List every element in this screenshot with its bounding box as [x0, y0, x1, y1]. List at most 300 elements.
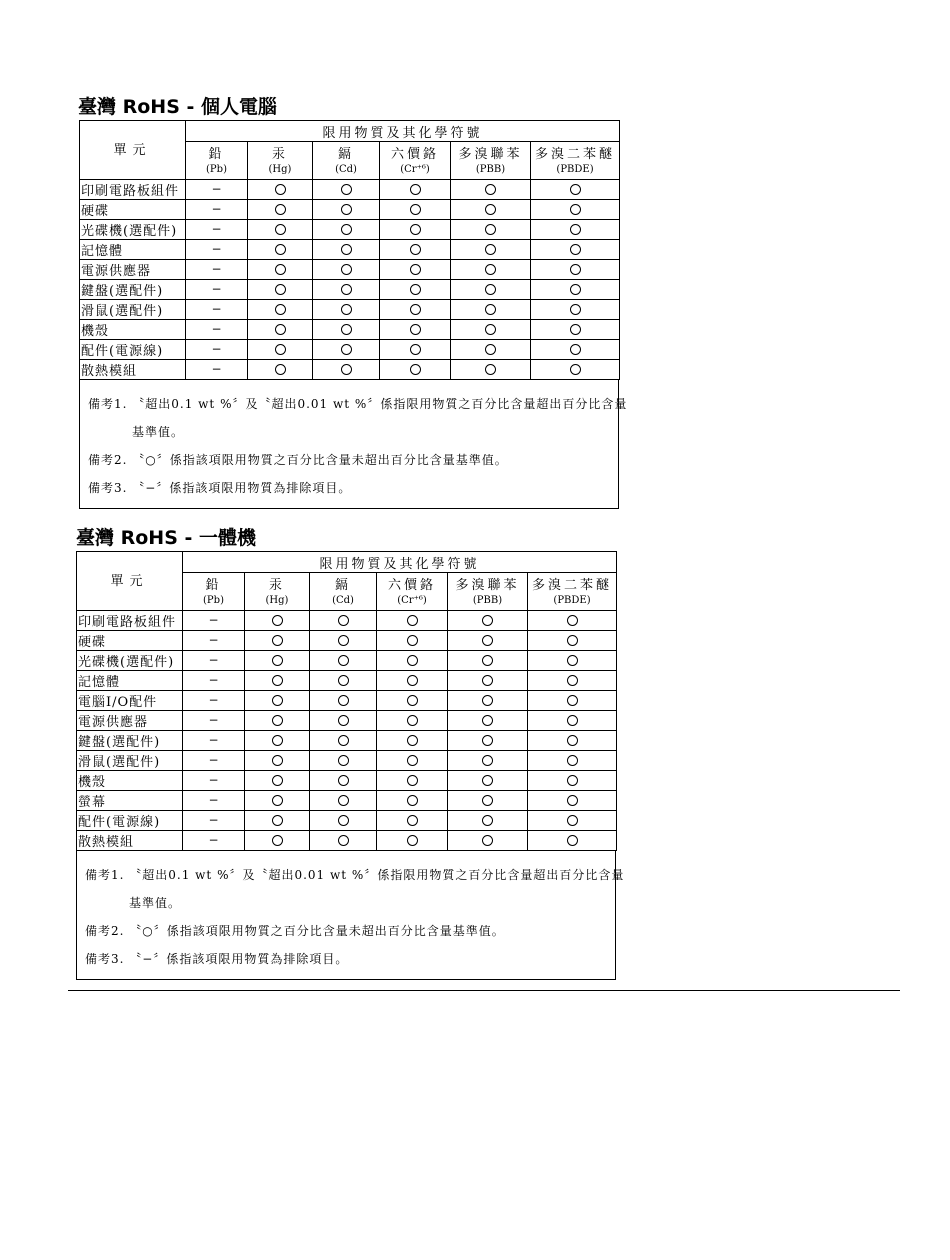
circle-mark-icon: [482, 835, 493, 846]
mark-cell: [531, 180, 620, 200]
circle-mark-icon: [338, 815, 349, 826]
mark-cell: [313, 220, 380, 240]
table-row: [77, 731, 617, 751]
unit-name: 配件(電源線): [80, 340, 186, 360]
circle-mark-icon: [410, 184, 421, 195]
circle-mark-icon: [567, 655, 578, 666]
circle-mark-icon: [485, 324, 496, 335]
mark-cell: [451, 340, 531, 360]
circle-mark-icon: [407, 715, 418, 726]
table-row: [80, 300, 620, 320]
mark-cell: [377, 691, 448, 711]
circle-mark-icon: [485, 344, 496, 355]
mark-cell: [380, 180, 451, 200]
mark-cell: [377, 671, 448, 691]
circle-mark-icon: [341, 324, 352, 335]
dash-mark: −: [208, 613, 219, 627]
circle-mark-icon: [485, 184, 496, 195]
dash-mark: −: [211, 182, 222, 196]
table-row: [77, 631, 617, 651]
mark-cell: [310, 731, 377, 751]
mark-cell: [528, 691, 617, 711]
page-divider: [68, 990, 900, 991]
table-row: [77, 691, 617, 711]
circle-mark-icon: [410, 204, 421, 215]
mark-cell: [310, 791, 377, 811]
circle-mark-icon: [275, 224, 286, 235]
circle-mark-icon: [570, 284, 581, 295]
circle-mark-icon: [567, 755, 578, 766]
circle-mark-icon: [272, 655, 283, 666]
substance-header: [380, 142, 451, 180]
table-header-row: [80, 121, 620, 142]
mark-cell: [377, 651, 448, 671]
table-row: [80, 340, 620, 360]
circle-mark-icon: [567, 695, 578, 706]
substance-name: 鎘: [337, 147, 354, 162]
mark-cell: [310, 691, 377, 711]
mark-cell: [451, 240, 531, 260]
mark-cell: [380, 280, 451, 300]
dash-mark: −: [211, 342, 222, 356]
section-title-pc: 臺灣 RoHS - 個人電腦: [78, 96, 277, 118]
substance-name: 鎘: [334, 578, 351, 593]
mark-cell: [183, 711, 245, 731]
unit-name: 光碟機(選配件): [80, 220, 186, 240]
mark-cell: [186, 360, 248, 380]
substance-header: [186, 142, 248, 180]
circle-mark-icon: [570, 184, 581, 195]
unit-column-header: 單元: [77, 552, 183, 611]
circle-mark-icon: [482, 695, 493, 706]
mark-cell: [451, 320, 531, 340]
rohs-table: [79, 120, 620, 380]
circle-mark-icon: [570, 304, 581, 315]
mark-cell: [451, 260, 531, 280]
circle-mark-icon: [570, 264, 581, 275]
mark-cell: [310, 611, 377, 631]
mark-cell: [310, 651, 377, 671]
mark-cell: [448, 671, 528, 691]
mark-cell: [186, 320, 248, 340]
substance-symbol: (Cr⁺⁶): [397, 595, 427, 606]
rohs-table: [76, 551, 617, 851]
substance-symbol: (Hg): [265, 595, 289, 606]
table-row: [80, 360, 620, 380]
substance-name: 六價鉻: [387, 578, 436, 593]
circle-mark-icon: [567, 675, 578, 686]
substance-name: 多溴二苯醚: [532, 578, 613, 593]
mark-cell: [186, 240, 248, 260]
circle-mark-icon: [407, 775, 418, 786]
circle-mark-icon: [272, 675, 283, 686]
mark-cell: [245, 811, 310, 831]
mark-cell: [248, 220, 313, 240]
circle-mark-icon: [570, 244, 581, 255]
mark-cell: [313, 180, 380, 200]
table-row: [77, 771, 617, 791]
mark-cell: [248, 360, 313, 380]
circle-mark-icon: [338, 615, 349, 626]
circle-mark-icon: [272, 795, 283, 806]
substance-header: [310, 573, 377, 611]
mark-cell: [313, 260, 380, 280]
circle-mark-icon: [407, 735, 418, 746]
circle-mark-icon: [570, 204, 581, 215]
substance-header: [313, 142, 380, 180]
substance-header: [531, 142, 620, 180]
mark-cell: [245, 751, 310, 771]
mark-cell: [310, 671, 377, 691]
mark-cell: [448, 631, 528, 651]
unit-name: 記憶體: [80, 240, 186, 260]
mark-cell: [183, 751, 245, 771]
mark-cell: [186, 300, 248, 320]
dash-mark: −: [211, 202, 222, 216]
circle-mark-icon: [567, 615, 578, 626]
mark-cell: [380, 260, 451, 280]
circle-mark-icon: [341, 344, 352, 355]
mark-cell: [528, 651, 617, 671]
circle-mark-icon: [482, 615, 493, 626]
circle-mark-icon: [341, 284, 352, 295]
mark-cell: [183, 631, 245, 651]
dash-mark: −: [208, 813, 219, 827]
note-line: 備考3. 〝−〞係指該項限用物質為排除項目。: [88, 481, 352, 495]
note-line: 備考2. 〝○〞係指該項限用物質之百分比含量未超出百分比含量基準值。: [88, 453, 508, 467]
mark-cell: [531, 260, 620, 280]
substance-symbol: (PBDE): [556, 164, 594, 175]
substance-symbol: (Pb): [206, 164, 227, 175]
circle-mark-icon: [338, 695, 349, 706]
unit-name: 滑鼠(選配件): [80, 300, 186, 320]
circle-mark-icon: [275, 244, 286, 255]
mark-cell: [528, 611, 617, 631]
unit-name: 電源供應器: [80, 260, 186, 280]
mark-cell: [248, 280, 313, 300]
circle-mark-icon: [407, 795, 418, 806]
table-row: [77, 751, 617, 771]
mark-cell: [248, 180, 313, 200]
unit-name: 散熱模組: [77, 831, 183, 851]
circle-mark-icon: [570, 344, 581, 355]
mark-cell: [245, 771, 310, 791]
circle-mark-icon: [410, 344, 421, 355]
table-row: [80, 180, 620, 200]
mark-cell: [245, 711, 310, 731]
circle-mark-icon: [272, 755, 283, 766]
substance-header: [448, 573, 528, 611]
substance-header: [245, 573, 310, 611]
circle-mark-icon: [338, 835, 349, 846]
mark-cell: [310, 711, 377, 731]
mark-cell: [380, 200, 451, 220]
unit-name: 印刷電路板組件: [77, 611, 183, 631]
circle-mark-icon: [272, 815, 283, 826]
mark-cell: [380, 360, 451, 380]
unit-name: 機殼: [80, 320, 186, 340]
mark-cell: [310, 631, 377, 651]
mark-cell: [451, 180, 531, 200]
mark-cell: [186, 340, 248, 360]
mark-cell: [448, 831, 528, 851]
table-row: [77, 611, 617, 631]
circle-mark-icon: [275, 184, 286, 195]
mark-cell: [528, 631, 617, 651]
circle-mark-icon: [407, 635, 418, 646]
circle-mark-icon: [407, 755, 418, 766]
circle-mark-icon: [275, 304, 286, 315]
mark-cell: [245, 731, 310, 751]
substance-symbol: (Pb): [203, 595, 224, 606]
substance-symbol: (PBDE): [553, 595, 591, 606]
circle-mark-icon: [482, 655, 493, 666]
circle-mark-icon: [272, 635, 283, 646]
circle-mark-icon: [485, 364, 496, 375]
mark-cell: [183, 771, 245, 791]
table-row: [77, 791, 617, 811]
mark-cell: [528, 751, 617, 771]
substance-name: 多溴聯苯: [458, 147, 523, 162]
mark-cell: [377, 731, 448, 751]
substance-name: 鉛: [205, 578, 222, 593]
mark-cell: [313, 200, 380, 220]
mark-cell: [377, 811, 448, 831]
circle-mark-icon: [272, 735, 283, 746]
circle-mark-icon: [338, 675, 349, 686]
mark-cell: [448, 771, 528, 791]
circle-mark-icon: [482, 715, 493, 726]
mark-cell: [531, 300, 620, 320]
mark-cell: [310, 771, 377, 791]
dash-mark: −: [211, 322, 222, 336]
unit-name: 電腦I/O配件: [77, 691, 183, 711]
circle-mark-icon: [482, 675, 493, 686]
circle-mark-icon: [341, 224, 352, 235]
mark-cell: [183, 791, 245, 811]
mark-cell: [377, 831, 448, 851]
circle-mark-icon: [485, 204, 496, 215]
circle-mark-icon: [570, 364, 581, 375]
substance-symbol: (Cr⁺⁶): [400, 164, 430, 175]
table-row: [80, 260, 620, 280]
mark-cell: [245, 691, 310, 711]
circle-mark-icon: [275, 344, 286, 355]
mark-cell: [245, 631, 310, 651]
rohs-block-pc: [79, 120, 628, 509]
note-line: 基準值。: [132, 425, 185, 439]
dash-mark: −: [211, 282, 222, 296]
note-line: 備考2. 〝○〞係指該項限用物質之百分比含量未超出百分比含量基準值。: [85, 924, 505, 938]
circle-mark-icon: [482, 775, 493, 786]
circle-mark-icon: [338, 755, 349, 766]
circle-mark-icon: [410, 264, 421, 275]
mark-cell: [451, 200, 531, 220]
circle-mark-icon: [567, 635, 578, 646]
mark-cell: [531, 320, 620, 340]
circle-mark-icon: [567, 815, 578, 826]
substance-name: 六價鉻: [390, 147, 439, 162]
note-line: 備考1. 〝超出0.1 wt %〞及〝超出0.01 wt %〞係指限用物質之百分比含量超出百分比含量: [85, 868, 625, 882]
mark-cell: [531, 220, 620, 240]
mark-cell: [248, 260, 313, 280]
circle-mark-icon: [407, 615, 418, 626]
unit-name: 散熱模組: [80, 360, 186, 380]
circle-mark-icon: [338, 735, 349, 746]
mark-cell: [451, 360, 531, 380]
circle-mark-icon: [410, 244, 421, 255]
notes-box: [79, 380, 628, 509]
mark-cell: [245, 831, 310, 851]
substance-name: 鉛: [208, 147, 225, 162]
mark-cell: [380, 220, 451, 240]
unit-name: 鍵盤(選配件): [80, 280, 186, 300]
circle-mark-icon: [275, 324, 286, 335]
mark-cell: [183, 651, 245, 671]
circle-mark-icon: [482, 815, 493, 826]
mark-cell: [451, 220, 531, 240]
circle-mark-icon: [567, 795, 578, 806]
table-row: [80, 240, 620, 260]
circle-mark-icon: [410, 324, 421, 335]
mark-cell: [377, 771, 448, 791]
mark-cell: [528, 771, 617, 791]
mark-cell: [448, 791, 528, 811]
dash-mark: −: [211, 242, 222, 256]
substance-name: 汞: [268, 578, 285, 593]
table-row: [80, 220, 620, 240]
mark-cell: [310, 831, 377, 851]
mark-cell: [531, 360, 620, 380]
mark-cell: [313, 360, 380, 380]
substance-name: 汞: [271, 147, 288, 162]
mark-cell: [310, 751, 377, 771]
substance-symbol: (Cd): [335, 164, 357, 175]
substance-name: 多溴二苯醚: [535, 147, 616, 162]
table-row: [77, 651, 617, 671]
mark-cell: [448, 731, 528, 751]
substance-symbol: (PBB): [475, 164, 506, 175]
mark-cell: [183, 811, 245, 831]
circle-mark-icon: [341, 184, 352, 195]
note-line: 備考1. 〝超出0.1 wt %〞及〝超出0.01 wt %〞係指限用物質之百分比含量超出百分比含量: [88, 397, 628, 411]
mark-cell: [528, 731, 617, 751]
mark-cell: [377, 791, 448, 811]
rohs-block-aio: [76, 551, 625, 980]
circle-mark-icon: [341, 304, 352, 315]
mark-cell: [380, 340, 451, 360]
circle-mark-icon: [407, 655, 418, 666]
mark-cell: [451, 300, 531, 320]
mark-cell: [528, 671, 617, 691]
mark-cell: [380, 240, 451, 260]
mark-cell: [528, 811, 617, 831]
unit-name: 配件(電源線): [77, 811, 183, 831]
mark-cell: [248, 240, 313, 260]
mark-cell: [186, 280, 248, 300]
mark-cell: [528, 711, 617, 731]
circle-mark-icon: [341, 204, 352, 215]
note-line: 基準值。: [129, 896, 182, 910]
mark-cell: [451, 280, 531, 300]
dash-mark: −: [208, 833, 219, 847]
circle-mark-icon: [275, 204, 286, 215]
circle-mark-icon: [570, 224, 581, 235]
mark-cell: [310, 811, 377, 831]
substance-header: [528, 573, 617, 611]
notes-box: [76, 851, 625, 980]
mark-cell: [313, 300, 380, 320]
dash-mark: −: [208, 653, 219, 667]
substance-group-header: 限用物質及其化學符號: [183, 552, 617, 573]
dash-mark: −: [208, 753, 219, 767]
note-line: 備考3. 〝−〞係指該項限用物質為排除項目。: [85, 952, 349, 966]
circle-mark-icon: [482, 755, 493, 766]
circle-mark-icon: [485, 244, 496, 255]
unit-column-header: 單元: [80, 121, 186, 180]
table-row: [80, 200, 620, 220]
circle-mark-icon: [567, 775, 578, 786]
dash-mark: −: [208, 633, 219, 647]
mark-cell: [528, 791, 617, 811]
table-row: [77, 711, 617, 731]
dash-mark: −: [211, 302, 222, 316]
mark-cell: [531, 340, 620, 360]
substance-symbol: (Cd): [332, 595, 354, 606]
circle-mark-icon: [275, 284, 286, 295]
mark-cell: [313, 280, 380, 300]
circle-mark-icon: [485, 304, 496, 315]
section-title-aio: 臺灣 RoHS - 一體機: [76, 527, 256, 549]
mark-cell: [528, 831, 617, 851]
mark-cell: [380, 320, 451, 340]
mark-cell: [448, 611, 528, 631]
circle-mark-icon: [410, 304, 421, 315]
mark-cell: [531, 280, 620, 300]
mark-cell: [313, 240, 380, 260]
mark-cell: [531, 200, 620, 220]
substance-symbol: (PBB): [472, 595, 503, 606]
substance-header: [248, 142, 313, 180]
substance-header: [451, 142, 531, 180]
circle-mark-icon: [341, 264, 352, 275]
mark-cell: [313, 320, 380, 340]
circle-mark-icon: [567, 715, 578, 726]
circle-mark-icon: [407, 835, 418, 846]
circle-mark-icon: [338, 635, 349, 646]
unit-name: 螢幕: [77, 791, 183, 811]
circle-mark-icon: [407, 815, 418, 826]
mark-cell: [186, 200, 248, 220]
mark-cell: [248, 320, 313, 340]
unit-name: 硬碟: [77, 631, 183, 651]
mark-cell: [183, 671, 245, 691]
mark-cell: [377, 631, 448, 651]
circle-mark-icon: [482, 635, 493, 646]
circle-mark-icon: [485, 284, 496, 295]
substance-group-header: 限用物質及其化學符號: [186, 121, 620, 142]
dash-mark: −: [208, 673, 219, 687]
mark-cell: [245, 791, 310, 811]
circle-mark-icon: [272, 715, 283, 726]
circle-mark-icon: [410, 224, 421, 235]
circle-mark-icon: [485, 264, 496, 275]
circle-mark-icon: [338, 795, 349, 806]
dash-mark: −: [208, 713, 219, 727]
substance-symbol: (Hg): [268, 164, 292, 175]
table-header-row: [77, 552, 617, 573]
mark-cell: [183, 731, 245, 751]
